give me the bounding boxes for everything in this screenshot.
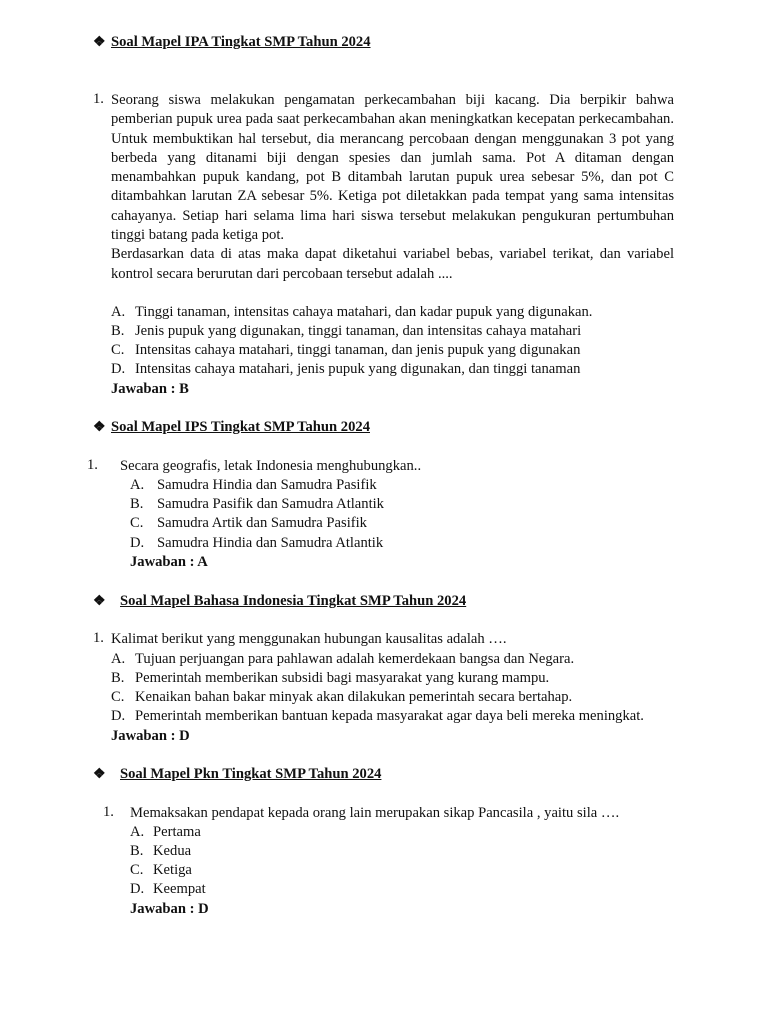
question-prompt: Berdasarkan data di atas maka dapat diketahui variabel bebas, variabel terikat, dan variabel kontrol secara berurutan dari percobaan tersebut adalah ....: [111, 246, 674, 282]
option-text: Samudra Pasifik dan Samudra Atlantik: [157, 496, 384, 512]
option-text: Samudra Hindia dan Samudra Atlantik: [157, 535, 384, 551]
option-text: Intensitas cahaya matahari, jenis pupuk yang digunakan, dan tinggi tanaman: [135, 361, 581, 377]
option-b: [130, 842, 191, 861]
question-number: 1.: [103, 804, 114, 820]
option-text: Kedua: [153, 843, 192, 859]
option-b: [111, 669, 549, 688]
option-c: [130, 861, 192, 880]
question-number: 1.: [87, 457, 98, 473]
question-pkn: [103, 804, 619, 823]
option-letter: D.: [111, 361, 126, 377]
option-text: Samudra Hindia dan Samudra Pasifik: [157, 477, 377, 493]
option-letter: A.: [130, 477, 145, 493]
option-letter: A.: [111, 304, 126, 320]
answer-key: Jawaban : B: [111, 381, 189, 397]
option-c: [111, 688, 572, 707]
section-title: Soal Mapel Bahasa Indonesia Tingkat SMP Tahun 2024: [120, 593, 467, 609]
option-a: [130, 476, 377, 495]
option-letter: A.: [130, 824, 145, 840]
section-heading-ips: [93, 419, 370, 436]
option-text: Samudra Artik dan Samudra Pasifik: [157, 515, 367, 531]
question-text: Secara geografis, letak Indonesia menghubungkan..: [120, 458, 422, 474]
question-ips: [87, 457, 421, 476]
option-d: [130, 880, 206, 899]
diamond-bullet-icon: ❖: [93, 594, 106, 609]
diamond-bullet-icon: ❖: [93, 35, 106, 50]
option-text: Pertama: [153, 824, 201, 840]
option-text: Tinggi tanaman, intensitas cahaya matahari, dan kadar pupuk yang digunakan.: [135, 304, 593, 320]
question-number: 1.: [93, 91, 104, 107]
option-c: [111, 341, 580, 360]
question-number: 1.: [93, 630, 104, 646]
question-text: Memaksakan pendapat kepada orang lain merupakan sikap Pancasila , yaitu sila ….: [130, 805, 620, 821]
answer-key: Jawaban : D: [130, 901, 209, 917]
option-text: Keempat: [153, 881, 206, 897]
option-letter: D.: [111, 708, 126, 724]
option-b: [111, 322, 581, 341]
option-letter: A.: [111, 651, 126, 667]
option-text: Kenaikan bahan bakar minyak akan dilakukan pemerintah secara bertahap.: [135, 689, 573, 705]
section-title: Soal Mapel IPA Tingkat SMP Tahun 2024: [111, 34, 371, 50]
diamond-bullet-icon: ❖: [93, 767, 106, 782]
option-a: [111, 303, 592, 322]
question-text: Seorang siswa melakukan pengamatan perkecambahan biji kacang. Dia berpikir bahwa pemberian pupuk urea pada saat perkecambahan akan meningkatkan kecepatan perkecambahan. Untuk membuktikan hal tersebut, dia merancang percobaan dengan menggunakan 3 pot yang berbeda yang ditanami biji dengan spesies dan jumlah sama. Pot A ditaman dengan menambahkan pupuk kandang, pot B ditambah larutan pupuk urea sebesar 5%, dan pot C ditambahkan larutan ZA sebesar 5%. Ketiga pot diletakkan pada tempat yang sama intensitas cahayanya. Setiap hari selama lima hari siswa tersebut melakukan pengukuran pertumbuhan tinggi batang pada ketiga pot.: [111, 92, 674, 244]
option-a: [111, 650, 574, 669]
option-text: Tujuan perjuangan para pahlawan adalah kemerdekaan bangsa dan Negara.: [135, 651, 575, 667]
answer-key: Jawaban : D: [111, 728, 190, 744]
question-ipa: [93, 91, 674, 284]
option-text: Jenis pupuk yang digunakan, tinggi tanaman, dan intensitas cahaya matahari: [135, 323, 582, 339]
option-letter: D.: [130, 535, 145, 551]
section-heading-bahasa-indonesia: [93, 593, 466, 610]
section-title: Soal Mapel IPS Tingkat SMP Tahun 2024: [111, 419, 370, 435]
section-heading-ipa: [93, 34, 371, 51]
option-letter: B.: [111, 323, 125, 339]
question-text: Kalimat berikut yang menggunakan hubungan kausalitas adalah ….: [111, 631, 507, 647]
option-letter: B.: [130, 496, 144, 512]
option-letter: C.: [111, 689, 125, 705]
option-letter: C.: [130, 862, 144, 878]
answer-key: Jawaban : A: [130, 554, 208, 570]
option-text: Intensitas cahaya matahari, tinggi tanaman, dan jenis pupuk yang digunakan: [135, 342, 581, 358]
option-letter: C.: [111, 342, 125, 358]
option-letter: B.: [111, 670, 125, 686]
option-letter: B.: [130, 843, 144, 859]
option-d: [111, 360, 580, 379]
option-text: Pemerintah memberikan subsidi bagi masyarakat yang kurang mampu.: [135, 670, 550, 686]
option-letter: C.: [130, 515, 144, 531]
diamond-bullet-icon: ❖: [93, 420, 106, 435]
option-letter: D.: [130, 881, 145, 897]
option-text: Ketiga: [153, 862, 192, 878]
option-text: Pemerintah memberikan bantuan kepada masyarakat agar daya beli mereka meningkat.: [135, 708, 644, 724]
section-heading-pkn: [93, 766, 381, 783]
option-d: [111, 707, 644, 726]
option-b: [130, 495, 384, 514]
section-title: Soal Mapel Pkn Tingkat SMP Tahun 2024: [120, 766, 382, 782]
option-d: [130, 534, 383, 553]
option-c: [130, 514, 367, 533]
question-bahasa-indonesia: [93, 630, 507, 649]
option-a: [130, 823, 201, 842]
